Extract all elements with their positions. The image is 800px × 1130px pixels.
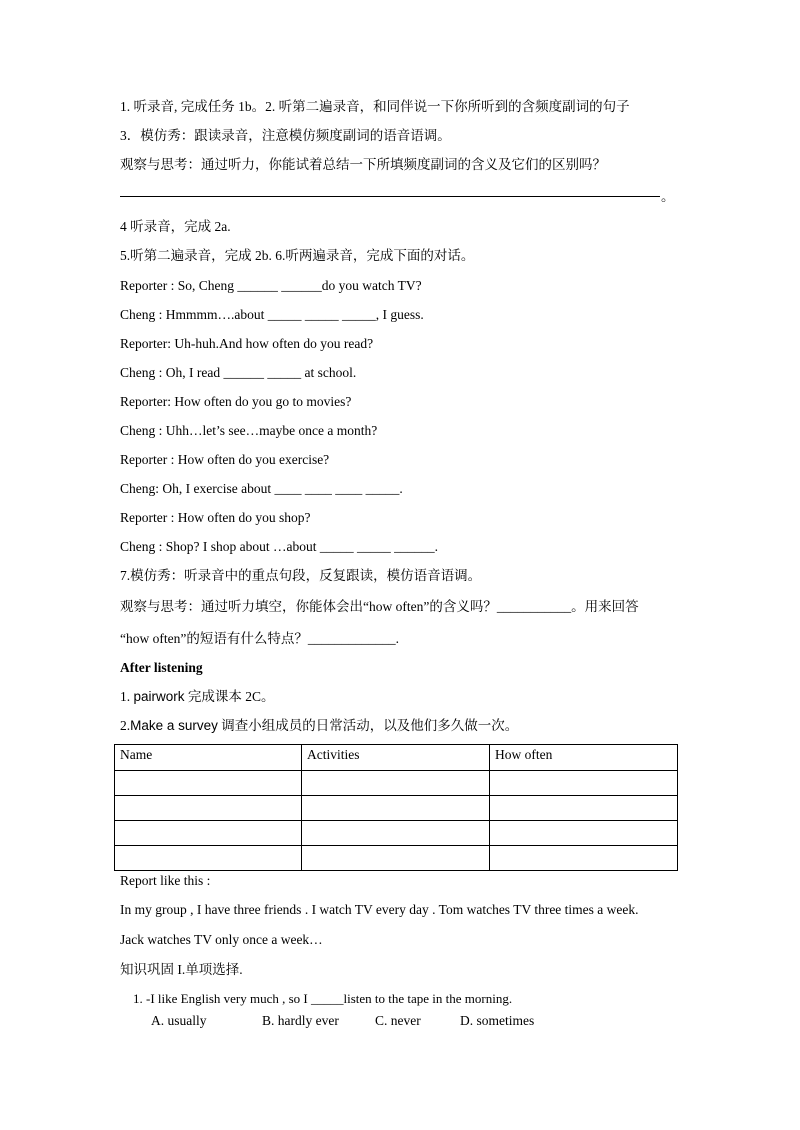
table-cell [302,796,490,821]
report-example-2: Jack watches TV only once a week… [120,932,323,947]
header-activities: Activities [302,745,490,771]
table-cell [490,821,678,846]
table-cell [115,771,302,796]
header-name: Name [115,745,302,771]
table-row [115,771,678,796]
task-line-4: 4 听录音，完成 2a. [120,219,231,234]
question-1: 1. -I like English very much , so I _____listen to the tape in the morning. [133,991,513,1006]
table-cell [115,846,302,871]
table-cell [490,796,678,821]
table-cell [490,771,678,796]
survey-table [114,744,678,871]
answer-line-end: 。 [661,189,675,204]
table-cell [115,796,302,821]
table-cell [115,821,302,846]
survey-line: 2.Make a survey 调查小组成员的日常活动，以及他们多久做一次。 [120,718,519,733]
option-c: C. never [375,1013,421,1028]
dialogue-line: Reporter: How often do you go to movies? [120,394,352,409]
report-heading: Report like this : [120,873,211,888]
dialogue-line: Cheng: Oh, I exercise about ____ ____ ____ _____. [120,481,403,496]
table-cell [490,846,678,871]
dialogue-line: Reporter : So, Cheng ______ ______do you watch TV? [120,278,422,293]
dialogue-line: Cheng : Uhh…let’s see…maybe once a month? [120,423,378,438]
section-heading: After listening [120,660,203,675]
exercise-heading: 知识巩固 I.单项选择. [120,962,243,977]
table-cell [302,771,490,796]
dialogue-line: Cheng : Hmmmm….about _____ _____ _____, I guess. [120,307,424,322]
observe-question-1: 观察与思考：通过听力，你能试着总结一下所填频度副词的含义及它们的区别吗？ [120,157,606,172]
task-line-1: 1. 听录音, 完成任务 1b。2. 听第二遍录音，和同伴说一下你所听到的含频度副词的句子 [120,99,630,114]
dialogue-line: Reporter: Uh-huh.And how often do you read? [120,336,374,351]
table-cell [302,821,490,846]
task-line-3: 3．模仿秀：跟读录音，注意模仿频度副词的语音语调。 [120,128,451,143]
report-example-1: In my group , I have three friends . I watch TV every day . Tom watches TV three times a week. [120,902,639,917]
task-line-7: 7.模仿秀：听录音中的重点句段，反复跟读，模仿语音语调。 [120,568,482,583]
option-d: D. sometimes [460,1013,535,1028]
option-b: B. hardly ever [262,1013,339,1028]
answer-line [120,196,660,197]
observe-question-2: 观察与思考：通过听力填空，你能体会出“how often”的含义吗？___________。用来回答 [120,599,639,614]
task-line-5-6: 5.听第二遍录音，完成 2b. 6.听两遍录音，完成下面的对话。 [120,248,475,263]
dialogue-line: Cheng : Shop? I shop about …about _____ _____ ______. [120,539,438,554]
option-a: A. usually [151,1013,207,1028]
table-row [115,821,678,846]
table-row [115,846,678,871]
dialogue-line: Cheng : Oh, I read ______ _____ at school. [120,365,357,380]
table-row [115,796,678,821]
table-cell [302,846,490,871]
dialogue-line: Reporter : How often do you exercise? [120,452,330,467]
table-header-row [115,745,678,771]
pairwork-line: 1. pairwork 完成课本 2C。 [120,689,275,704]
header-how-often: How often [490,745,678,771]
dialogue-line: Reporter : How often do you shop? [120,510,311,525]
observe-question-2-cont: “how often”的短语有什么特点？_____________. [120,631,399,646]
